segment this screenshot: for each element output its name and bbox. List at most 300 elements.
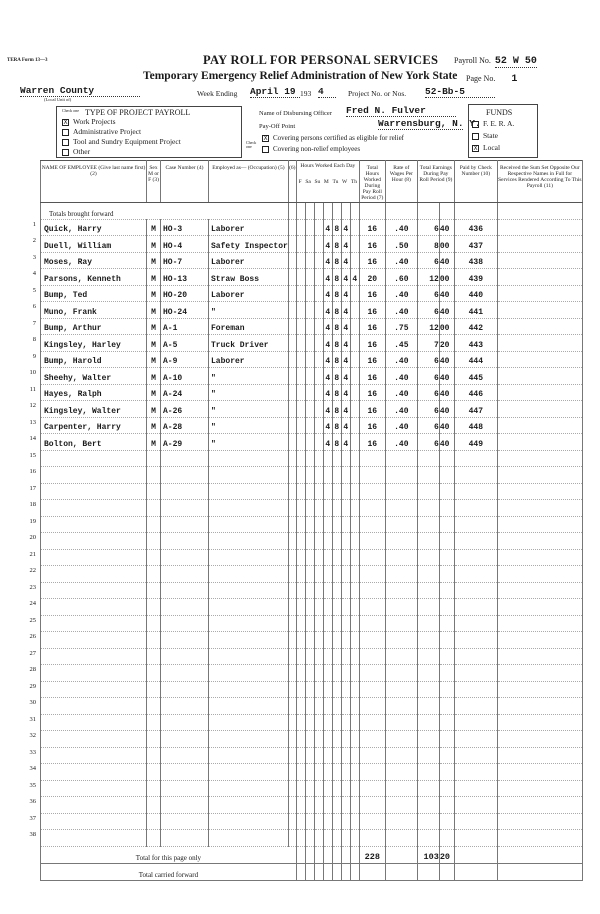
- case-number: [161, 615, 209, 632]
- checkbox-other[interactable]: [62, 149, 69, 156]
- earnings-cents: [439, 582, 454, 599]
- earnings-cents: 40: [439, 351, 454, 368]
- earnings-cents: 40: [439, 285, 454, 302]
- row-number: 24: [29, 600, 36, 607]
- total-hours: [359, 516, 385, 533]
- col-6-cell: [288, 417, 296, 434]
- table-row: [41, 236, 583, 253]
- earnings-cents: [439, 681, 454, 698]
- hours-cell: [341, 500, 350, 517]
- covering-eligible[interactable]: [262, 134, 404, 142]
- hours-cell: [314, 698, 323, 715]
- row-number: 9: [32, 352, 36, 360]
- case-number: [161, 533, 209, 550]
- hours-cell: 4: [323, 434, 332, 451]
- row-number: 27: [29, 649, 36, 657]
- project-type-other[interactable]: [62, 147, 90, 156]
- wage-rate: .40: [385, 285, 417, 302]
- payroll-number: [454, 56, 537, 67]
- hours-cell: 8: [332, 219, 341, 236]
- covering-nonrelief[interactable]: [262, 145, 360, 153]
- employee-sex: M: [147, 351, 161, 368]
- hours-cell: [350, 450, 359, 467]
- hours-cell: 4: [323, 269, 332, 286]
- hours-cell: 4: [323, 285, 332, 302]
- hours-cell: 4: [341, 335, 350, 352]
- employee-name: [41, 731, 147, 748]
- check-number: 447: [454, 401, 497, 418]
- hours-cell: [296, 417, 305, 434]
- total-hours: [359, 467, 385, 484]
- page-total-label: Total for this page only: [41, 846, 297, 863]
- hours-cell: [305, 252, 314, 269]
- table-row: [41, 549, 583, 566]
- earnings-cents: 20: [439, 335, 454, 352]
- total-hours: [359, 582, 385, 599]
- year-label: 193: [300, 89, 312, 98]
- signature-cell: [497, 384, 582, 401]
- hours-cell: [350, 813, 359, 830]
- hours-cell: [305, 500, 314, 517]
- employee-sex: [147, 615, 161, 632]
- check-number: 440: [454, 285, 497, 302]
- employee-name: [41, 648, 147, 665]
- signature-cell: [497, 236, 582, 253]
- hours-cell: [350, 351, 359, 368]
- employee-sex: [147, 780, 161, 797]
- employee-sex: M: [147, 269, 161, 286]
- table-row: [41, 516, 583, 533]
- case-number: HO-13: [161, 269, 209, 286]
- wage-rate: .60: [385, 269, 417, 286]
- wage-rate: [385, 599, 417, 616]
- check-number: 448: [454, 417, 497, 434]
- hours-cell: [296, 450, 305, 467]
- signature-cell: [497, 665, 582, 682]
- wage-rate: [385, 731, 417, 748]
- hours-cell: [332, 648, 341, 665]
- table-header: [41, 161, 583, 203]
- page-title: PAY ROLL FOR PERSONAL SERVICES: [203, 53, 439, 67]
- hours-cell: 4: [323, 401, 332, 418]
- table-row: [41, 615, 583, 632]
- earnings-cents: [439, 450, 454, 467]
- checkbox-admin[interactable]: [62, 129, 69, 136]
- case-number: [161, 665, 209, 682]
- col-6-cell: [288, 302, 296, 319]
- case-number: [161, 549, 209, 566]
- earnings-cents: 40: [439, 252, 454, 269]
- total-hours: 16: [359, 252, 385, 269]
- table-row: [41, 285, 583, 302]
- hours-cell: [350, 764, 359, 781]
- hours-cell: [323, 582, 332, 599]
- occupation: Foreman: [209, 318, 289, 335]
- checkbox-eligible[interactable]: X: [263, 134, 268, 142]
- wage-rate: [385, 830, 417, 847]
- checkbox-state[interactable]: [472, 133, 479, 140]
- hours-cell: [341, 797, 350, 814]
- hours-cell: [341, 632, 350, 649]
- signature-cell: [497, 813, 582, 830]
- hours-cell: 8: [332, 417, 341, 434]
- col-6-cell: [288, 797, 296, 814]
- hours-cell: [296, 335, 305, 352]
- table-row: [41, 648, 583, 665]
- employee-sex: [147, 533, 161, 550]
- hours-cell: [350, 434, 359, 451]
- day-label: Sa: [305, 179, 311, 185]
- hours-cell: 8: [332, 351, 341, 368]
- earnings-cents: 00: [439, 318, 454, 335]
- hours-cell: 8: [332, 285, 341, 302]
- hours-cell: 4: [341, 219, 350, 236]
- hours-cell: [305, 351, 314, 368]
- col-6-cell: [288, 285, 296, 302]
- employee-sex: M: [147, 384, 161, 401]
- earnings-dollars: 6: [417, 417, 439, 434]
- case-number: [161, 731, 209, 748]
- hours-cell: [305, 582, 314, 599]
- hours-cell: [332, 632, 341, 649]
- wage-rate: [385, 483, 417, 500]
- employee-name: Bolton, Bert: [41, 434, 147, 451]
- earnings-cents: 40: [439, 401, 454, 418]
- earnings-cents: [439, 533, 454, 550]
- earnings-dollars: 12: [417, 269, 439, 286]
- signature-cell: [497, 302, 582, 319]
- total-hours: [359, 830, 385, 847]
- hours-cell: [305, 830, 314, 847]
- row-number: 38: [29, 831, 36, 838]
- occupation: [209, 681, 289, 698]
- signature-cell: [497, 549, 582, 566]
- table-row: [41, 450, 583, 467]
- day-label: Su: [314, 179, 321, 185]
- case-number: [161, 648, 209, 665]
- hours-cell: [305, 665, 314, 682]
- hours-cell: 4: [323, 417, 332, 434]
- hours-cell: [296, 351, 305, 368]
- total-hours: 16: [359, 335, 385, 352]
- check-number: 437: [454, 236, 497, 253]
- occupation: [209, 797, 289, 814]
- employee-sex: [147, 483, 161, 500]
- hours-cell: [323, 632, 332, 649]
- earnings-cents: 40: [439, 434, 454, 451]
- hours-cell: [314, 615, 323, 632]
- hours-cell: 4: [341, 269, 350, 286]
- row-number: 35: [29, 781, 36, 789]
- hours-cell: 4: [341, 285, 350, 302]
- wage-rate: .40: [385, 302, 417, 319]
- earnings-cents: [439, 599, 454, 616]
- project-type-tool[interactable]: [62, 137, 181, 146]
- hours-cell: [314, 665, 323, 682]
- hours-cell: [350, 780, 359, 797]
- check-number: 438: [454, 252, 497, 269]
- col-sex-header: Sex M or F (3): [147, 161, 161, 203]
- hours-cell: [305, 698, 314, 715]
- hours-cell: [305, 434, 314, 451]
- hours-cell: [305, 285, 314, 302]
- earnings-dollars: [417, 764, 439, 781]
- check-number: [454, 632, 497, 649]
- hours-cell: [350, 549, 359, 566]
- earnings-cents: [439, 566, 454, 583]
- col-received-header: Received the Sum Set Opposite Our Respective Names in Full for Services Rendered According To This Payroll (11): [497, 161, 582, 203]
- hours-cell: [296, 681, 305, 698]
- wage-rate: [385, 648, 417, 665]
- occupation: Laborer: [209, 351, 289, 368]
- hours-cell: [296, 302, 305, 319]
- employee-sex: [147, 747, 161, 764]
- hours-cell: [332, 830, 341, 847]
- hours-cell: [332, 450, 341, 467]
- signature-cell: [497, 681, 582, 698]
- wage-rate: .45: [385, 335, 417, 352]
- case-number: HO-20: [161, 285, 209, 302]
- occupation: [209, 698, 289, 715]
- project-type-tool-label: Tool and Sundry Equipment Project: [73, 137, 181, 146]
- hours-cell: [323, 813, 332, 830]
- funds-local[interactable]: [472, 143, 500, 152]
- case-number: A-26: [161, 401, 209, 418]
- project-type-work-label: Work Projects: [73, 117, 116, 126]
- hours-cell: [350, 236, 359, 253]
- hours-cell: [323, 599, 332, 616]
- col-6-cell: [288, 236, 296, 253]
- hours-cell: [305, 797, 314, 814]
- hours-cell: [314, 566, 323, 583]
- earnings-dollars: [417, 599, 439, 616]
- row-number: 5: [32, 286, 36, 294]
- check-number: [454, 467, 497, 484]
- hours-cell: [296, 219, 305, 236]
- hours-cell: 4: [341, 302, 350, 319]
- earnings-dollars: 6: [417, 401, 439, 418]
- check-number: 442: [454, 318, 497, 335]
- signature-cell: [497, 566, 582, 583]
- row-number: 15: [29, 451, 36, 459]
- project-type-other-label: Other: [73, 147, 91, 156]
- employee-name: [41, 747, 147, 764]
- employee-name: [41, 714, 147, 731]
- row-number: 16: [29, 468, 36, 475]
- col-6-cell: [288, 434, 296, 451]
- employee-name: [41, 582, 147, 599]
- hours-cell: [305, 813, 314, 830]
- hours-cell: [314, 500, 323, 517]
- project-type-admin[interactable]: [62, 127, 141, 136]
- checkbox-fera[interactable]: [472, 121, 479, 128]
- col-6-cell: [288, 764, 296, 781]
- hours-cell: [350, 830, 359, 847]
- hours-cell: [341, 582, 350, 599]
- signature-cell: [497, 252, 582, 269]
- wage-rate: [385, 780, 417, 797]
- wage-rate: [385, 747, 417, 764]
- hours-cell: [332, 483, 341, 500]
- hours-cell: [341, 830, 350, 847]
- occupation: [209, 566, 289, 583]
- check-number: 439: [454, 269, 497, 286]
- earnings-cents: [439, 830, 454, 847]
- total-hours: 20: [359, 269, 385, 286]
- wage-rate: .40: [385, 417, 417, 434]
- earnings-dollars: [417, 516, 439, 533]
- hours-cell: [314, 434, 323, 451]
- employee-sex: [147, 599, 161, 616]
- project-type-admin-label: Administrative Project: [73, 127, 142, 136]
- col-name-header: NAME OF EMPLOYEE (Give last name first) (2): [41, 161, 147, 203]
- hours-cell: [332, 731, 341, 748]
- hours-cell: [350, 533, 359, 550]
- hours-cell: [323, 467, 332, 484]
- hours-cell: [323, 648, 332, 665]
- earnings-dollars: 6: [417, 368, 439, 385]
- signature-cell: [497, 450, 582, 467]
- local-unit-label: (Local Unit of): [44, 97, 72, 102]
- signature-cell: [497, 533, 582, 550]
- check-number: [454, 615, 497, 632]
- employee-name: [41, 599, 147, 616]
- earnings-dollars: [417, 830, 439, 847]
- employee-name: [41, 500, 147, 517]
- col-hours-header: [296, 161, 359, 203]
- col-6-cell: [288, 335, 296, 352]
- hours-cell: [350, 797, 359, 814]
- hours-cell: [305, 566, 314, 583]
- check-number: [454, 797, 497, 814]
- case-number: HO-24: [161, 302, 209, 319]
- hours-cell: [305, 467, 314, 484]
- case-number: HO-3: [161, 219, 209, 236]
- earnings-dollars: [417, 780, 439, 797]
- table-row: [41, 302, 583, 319]
- total-hours: [359, 698, 385, 715]
- checkbox-tool[interactable]: [62, 139, 69, 146]
- hours-cell: [305, 533, 314, 550]
- hours-cell: [305, 236, 314, 253]
- col-6-cell: [288, 582, 296, 599]
- earnings-cents: [439, 731, 454, 748]
- hours-cell: [296, 401, 305, 418]
- hours-cell: [323, 665, 332, 682]
- hours-cell: 4: [341, 417, 350, 434]
- check-number: [454, 582, 497, 599]
- occupation: [209, 582, 289, 599]
- hours-cell: [350, 714, 359, 731]
- col-6-cell: [288, 599, 296, 616]
- employee-name: [41, 467, 147, 484]
- hours-cell: [305, 269, 314, 286]
- checkbox-local[interactable]: X: [473, 144, 478, 152]
- wage-rate: .40: [385, 434, 417, 451]
- hours-cell: [296, 830, 305, 847]
- hours-cell: [341, 599, 350, 616]
- hours-cell: [305, 368, 314, 385]
- hours-cell: [314, 401, 323, 418]
- row-number: 18: [29, 501, 36, 508]
- hours-cell: [314, 813, 323, 830]
- wage-rate: [385, 549, 417, 566]
- hours-cell: [341, 747, 350, 764]
- hours-cell: [341, 549, 350, 566]
- page-total-hours: 228: [359, 846, 385, 863]
- row-number: 37: [29, 814, 36, 822]
- hours-cell: [296, 797, 305, 814]
- row-number: 10: [29, 369, 36, 376]
- hours-cell: [332, 582, 341, 599]
- occupation: ": [209, 368, 289, 385]
- wage-rate: .40: [385, 401, 417, 418]
- hours-cell: [296, 516, 305, 533]
- occupation: [209, 533, 289, 550]
- checkbox-work[interactable]: X: [63, 118, 68, 126]
- wage-rate: [385, 450, 417, 467]
- hours-cell: [341, 698, 350, 715]
- hours-cell: [314, 351, 323, 368]
- earnings-dollars: 12: [417, 318, 439, 335]
- page-subtitle: Temporary Emergency Relief Administration of New York State: [143, 70, 458, 82]
- col-6-cell: [288, 731, 296, 748]
- covering-eligible-label: Covering persons certified as eligible for relief: [273, 134, 405, 142]
- total-hours: 16: [359, 318, 385, 335]
- disbursing-officer-value: Fred N. Fulver: [346, 105, 456, 117]
- payoff-point-value: Warrensburg, N. Y.: [378, 118, 481, 129]
- employee-name: Duell, William: [41, 236, 147, 253]
- hours-cell: [323, 747, 332, 764]
- wage-rate: .40: [385, 252, 417, 269]
- hours-cell: 4: [341, 434, 350, 451]
- project-type-work[interactable]: [62, 117, 116, 126]
- wage-rate: .40: [385, 219, 417, 236]
- payoff-point-label: Pay-Off Point: [259, 123, 296, 130]
- hours-cell: [296, 285, 305, 302]
- check-number: [454, 533, 497, 550]
- earnings-dollars: 6: [417, 302, 439, 319]
- hours-cell: 8: [332, 236, 341, 253]
- carried-forward-row: [41, 863, 583, 880]
- employee-sex: [147, 698, 161, 715]
- totals-forward-row: [41, 203, 583, 220]
- signature-cell: [497, 780, 582, 797]
- hours-cell: [332, 780, 341, 797]
- check-number: [454, 813, 497, 830]
- col-6-cell: [288, 632, 296, 649]
- table-row: [41, 401, 583, 418]
- hours-cell: [314, 830, 323, 847]
- funds-state[interactable]: [472, 131, 498, 140]
- total-hours: 16: [359, 302, 385, 319]
- occupation: [209, 813, 289, 830]
- checkbox-nonrelief[interactable]: [262, 146, 269, 153]
- hours-cell: [323, 764, 332, 781]
- employee-name: [41, 830, 147, 847]
- hours-cell: [332, 467, 341, 484]
- signature-cell: [497, 764, 582, 781]
- row-number: 22: [29, 567, 36, 574]
- hours-cell: [341, 450, 350, 467]
- employee-sex: M: [147, 252, 161, 269]
- hours-each-day-label: Hours Worked Each Day: [300, 163, 356, 169]
- total-hours: 16: [359, 417, 385, 434]
- occupation: [209, 731, 289, 748]
- signature-cell: [497, 335, 582, 352]
- funds-fera[interactable]: [472, 119, 514, 128]
- hours-cell: [314, 285, 323, 302]
